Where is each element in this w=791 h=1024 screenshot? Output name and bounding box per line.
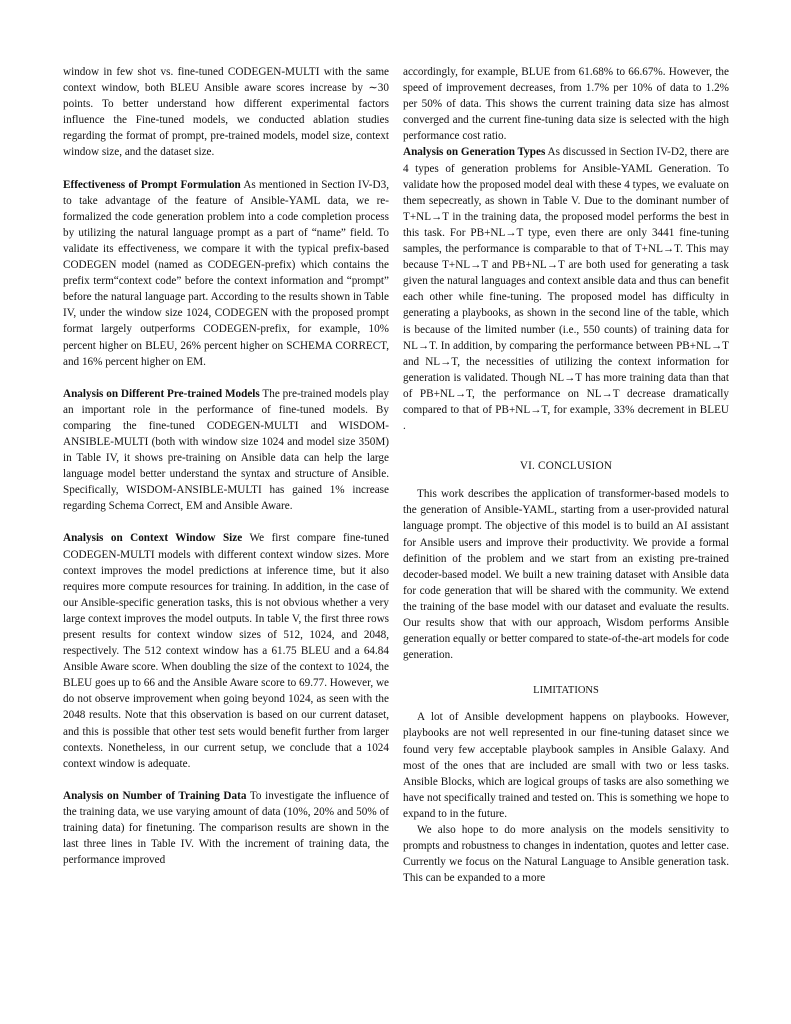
intro-paragraph: window in few shot vs. fine-tuned CODEGEN-MULTI with the same context window, both BLEU Ansible aware scores increase by ∼30 points. To better understand how different experimental factors influence the Fine-tuned models, we conducted ablation studies regarding the format of prompt, pre-trained models, model size, context window size, and the dataset size. — [63, 66, 389, 159]
limitations-title: LIMITATIONS — [533, 685, 599, 697]
generation-types-heading: Analysis on Generation Types — [403, 146, 546, 159]
training-data-body: To investigate the influence of the training data, we use varying amount of data (10%, 20% and 50% of training data) for finetuning. The comparison results are shown in the last three lines in Table IV. With the increment of training data, the performance improved — [63, 789, 390, 867]
prompt-formulation-body: As mentioned in Section IV-D3, to take advantage of the feature of Ansible-YAML data, we re-formalized the code generation problem into a code completion process by utilizing the natural language prompt as a part of “name” field. To validate its effectiveness, we compare it with the typical prefix-based CODEGEN model (named as CODEGEN-prefix) which contains the prefix term“context code” before the context information and “prompt” before the natural language part. According to the results shown in Table IV, under the window size 1024, CODEGEN with the proposed prompt format largely outperforms CODEGEN-prefix, for example, 10% percent higher on BLEU, 26% percent higher on SCHEMA CORRECT, and 16% percent higher on EM. — [63, 178, 389, 368]
pretrained-models-paragraph — [63, 386, 389, 515]
left-column — [63, 64, 389, 868]
prompt-formulation-paragraph — [63, 177, 389, 370]
context-window-heading: Analysis on Context Window Size — [63, 532, 243, 545]
context-window-body: We first compare fine-tuned CODEGEN-MULTI models with different context window sizes. More context improves the model predictions at inference time, but it also requires more compute resources for training. In addition, in the case of our Ansible-specific generation tasks, this is not obvious whether a very large context improves the model outputs. In table V, the first three rows present results for context window sizes of 512, 1024, and 2048, respectively. The 512 context window has a 61.75 BLEU and a 64.84 Ansible Aware score. When doubling the size of the context to 1024, the BLEU goes up to 66 and the Ansible Aware score to 69.77. However, we do not observe improvement when going beyond 1024, as seen with the 2048 results. Note that this observation is based on our current dataset, and this is possible that other test sets would benefit further from larger contexts. Nonetheless, in our current setup, we conclude that a 1024 context window is adequate. — [63, 532, 389, 770]
conclusion-title: VI. CONCLUSION — [519, 460, 613, 473]
context-window-paragraph — [63, 530, 389, 771]
right-column — [403, 64, 729, 886]
limitations-paragraph-2: We also hope to do more analysis on the models sensitivity to prompts and robustness to changes in indentation, quotes and letter case. Currently we focus on the Natural Language to Ansible generation task. This can be expanded to a more — [403, 824, 729, 885]
training-data-heading: Analysis on Number of Training Data — [63, 789, 247, 802]
training-data-continued: accordingly, for example, BLUE from 61.68% to 66.67%. However, the speed of improvement decreases, from 1.7% per 10% of data to 1.2% per 50% of data. This shows the current training data size has almost converged and the current fine-tuning data size is selected with the high performance cost ratio. — [403, 66, 729, 143]
pretrained-models-heading: Analysis on Different Pre-trained Models — [63, 387, 260, 400]
limitations-paragraph-1: A lot of Ansible development happens on playbooks. However, playbooks are not well represented in our fine-tuning dataset since we found very few acceptable playbook samples in Ansible Galaxy. And most of the ones that are included are small with two or less tasks. Ansible Blocks, which are logical groups of tasks are also something we have not specifically trained and tested on. This is something we hope to expand to in the future. — [403, 711, 729, 820]
generation-types-paragraph — [403, 144, 729, 434]
conclusion-paragraph: This work describes the application of transformer-based models to the generation of Ansible-YAML, starting from a user-provided natural language prompt. The objective of this model is to build an AI assistant for Ansible users and improve their productivity. We provide a formal definition of the problem and we start from an existing pre-trained decoder-based model. We built a new training dataset with Ansible data for code generation that will be shared with the community. We extend the training of the base model with our dataset and evaluate the results. Our results show that with our approach, Wisdom performs Ansible generation equally or better compared to state-of-the-art models for code generation. — [403, 488, 729, 662]
training-data-paragraph — [63, 788, 389, 868]
prompt-formulation-heading: Effectiveness of Prompt Formulation — [63, 178, 241, 191]
pretrained-models-body: The pre-trained models play an important role in the performance of fine-tuned models. By comparing the fine-tuned CODEGEN-MULTI and WISDOM-ANSIBLE-MULTI (both with window size 1024 and model size 350M) in Table IV, it shows pre-training on Ansible data can help the large language model better understand the syntax and structure of Ansible. Specifically, WISDOM-ANSIBLE-MULTI has gained 1% increase regarding Schema Correct, EM and Ansible Aware. — [63, 387, 389, 513]
generation-types-body: As discussed in Section IV-D2, there are 4 types of generation problems for Ansible-YAML Generation. To validate how the proposed model deal with these 4 types, we evaluate on them sepecreatly, as shown in Table V. Due to the dominant number of T+NL→T in the training data, the proposed model performs the best in this task. For PB+NL→T type, even there are only 3441 fine-tuning samples, the performance is comparable to that of T+NL→T. This may because T+NL→T and PB+NL→T are both used for generating a task given the natural languages and context ansible data and thus can benefit each other while fine-tuning. The proposed model has difficulty in generating a playbooks, as shown in the second line of the table, which is because of the limited number (i.e., 550 counts) of training data for NL→T. In addition, by comparing the performance between PB+NL→T and NL→T, the necessities of utilizing the context information for generation is validated. Though NL→T has more training data than that of PB+NL→T, the performance on NL→T decrease dramatically compared to that of PB+NL→T, for example, 33% decrement in BLEU . — [403, 146, 729, 433]
